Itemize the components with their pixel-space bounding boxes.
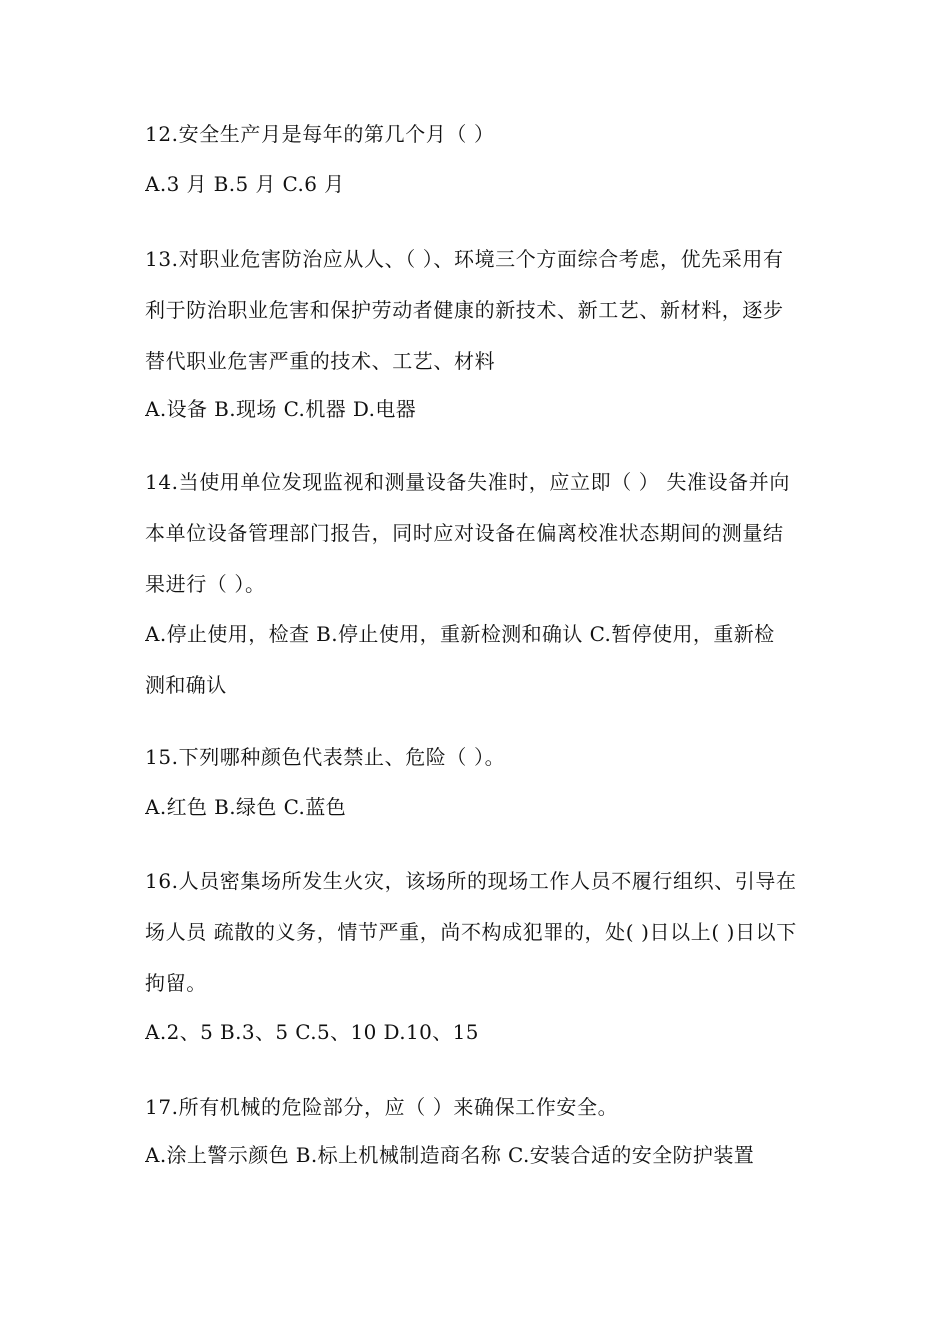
question-16-options: A.2、5 B.3、5 C.5、10 D.10、15 — [145, 1020, 479, 1044]
question-13-options: A.设备 B.现场 C.机器 D.电器 — [145, 397, 417, 421]
question-13-line-1: 13.对职业危害防治应从人、（ ）、环境三个方面综合考虑，优先采用有 — [145, 247, 784, 271]
question-13-line-2: 利于防治职业危害和保护劳动者健康的新技术、新工艺、新材料，逐步 — [145, 298, 784, 322]
question-17-line-1: 17.所有机械的危险部分，应（ ）来确保工作安全。 — [145, 1095, 619, 1119]
question-16-line-2: 场人员 疏散的义务，情节严重，尚不构成犯罪的，处( )日以上( )日以下 — [145, 920, 797, 944]
question-14-options-line-1: A.停止使用，检查 B.停止使用，重新检测和确认 C.暂停使用，重新检 — [145, 622, 775, 646]
question-16-line-1: 16.人员密集场所发生火灾，该场所的现场工作人员不履行组织、引导在 — [145, 869, 797, 893]
question-17-options: A.涂上警示颜色 B.标上机械制造商名称 C.安装合适的安全防护装置 — [145, 1143, 755, 1167]
question-14-line-1: 14.当使用单位发现监视和测量设备失准时，应立即（ ） 失准设备并向 — [145, 470, 790, 494]
question-12-options: A.3 月 B.5 月 C.6 月 — [145, 172, 345, 196]
question-13-line-3: 替代职业危害严重的技术、工艺、材料 — [145, 349, 496, 373]
question-12-line-1: 12.安全生产月是每年的第几个月（ ） — [145, 122, 495, 146]
question-15-options: A.红色 B.绿色 C.蓝色 — [145, 795, 347, 819]
question-14-line-3: 果进行（ ）。 — [145, 572, 266, 596]
question-14-options-line-2: 测和确认 — [145, 673, 227, 697]
question-16-line-3: 拘留。 — [145, 971, 207, 995]
question-14-line-2: 本单位设备管理部门报告，同时应对设备在偏离校准状态期间的测量结 — [145, 521, 784, 545]
question-15-line-1: 15.下列哪种颜色代表禁止、危险（ ）。 — [145, 745, 506, 769]
